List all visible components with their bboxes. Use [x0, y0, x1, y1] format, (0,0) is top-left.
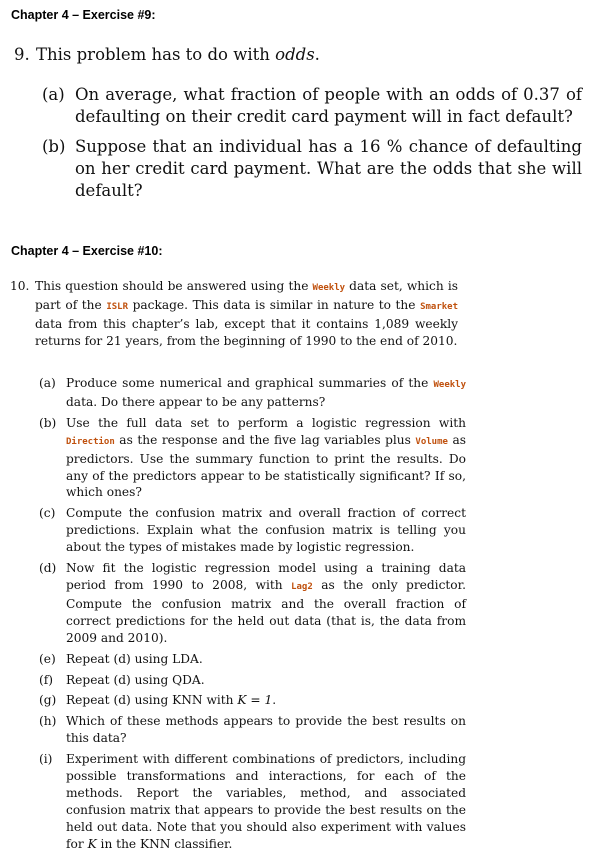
- text-run: Repeat (d) using KNN with: [66, 693, 238, 708]
- part-text: [66, 560, 466, 647]
- text-run: as predictors. Use the summary function to print the results. Do any of the predictors appear to be statistically significant? If so, which ones?: [66, 432, 466, 500]
- part-b: [42, 136, 582, 202]
- part-f: [39, 672, 466, 689]
- intro-text: package. This data is similar in nature to the: [128, 297, 421, 312]
- part-label: (e): [39, 651, 56, 666]
- problem-number: 10.: [10, 279, 30, 293]
- part-list: [39, 375, 466, 857]
- code-lag2: Lag2: [291, 581, 313, 592]
- part-label: (i): [39, 752, 53, 767]
- part-text: Which of these methods appears to provide the best results on this data?: [66, 714, 466, 746]
- part-label: (a): [42, 85, 65, 104]
- text-run: .: [272, 693, 277, 708]
- part-text: [66, 692, 466, 709]
- part-a: [39, 375, 466, 411]
- exercise-10-problem: [10, 278, 467, 851]
- text-run: Now fit the logistic regression model using a training data period from 1990 to 2008, with: [66, 561, 466, 592]
- part-text: [66, 375, 466, 411]
- part-c: [39, 505, 466, 556]
- part-text: Repeat (d) using LDA.: [66, 651, 203, 666]
- part-label: (b): [39, 415, 57, 430]
- emphasis-odds: odds: [275, 45, 315, 64]
- text-run: Use the full data set to perform a logistic regression with: [66, 415, 466, 430]
- exercise-10-heading: Chapter 4 – Exercise #10:: [11, 244, 163, 258]
- part-b: [39, 415, 466, 502]
- part-text: Compute the confusion matrix and overall fraction of correct predictions. Explain what the confusion matrix is telling you about the types of mistakes made by logistic regression.: [66, 506, 466, 555]
- math-k-equals-1: K = 1: [237, 693, 273, 708]
- text-run: as the only predictor. Compute the confusion matrix and the overall fraction of correct predictions for the held out data (that is, the data from 2009 and 2010).: [66, 577, 467, 645]
- text-run: Produce some numerical and graphical summaries of the: [66, 376, 434, 390]
- part-label: (h): [39, 714, 57, 729]
- part-label: (a): [39, 376, 56, 390]
- part-label: (b): [42, 137, 66, 156]
- part-e: [39, 651, 466, 668]
- intro-text: data from this chapter’s lab, except that it contains 1,089 weekly returns for 21 years, from the beginning of 1990 to the end of 2010.: [35, 316, 458, 348]
- part-text: [66, 751, 466, 852]
- intro-text: This problem has to do with: [36, 45, 276, 64]
- part-text: Repeat (d) using QDA.: [66, 672, 205, 687]
- problem-intro: [36, 44, 320, 66]
- part-i: [39, 751, 466, 852]
- part-g: [39, 692, 466, 709]
- code-volume: Volume: [415, 436, 448, 447]
- exercise-9-heading: Chapter 4 – Exercise #9:: [11, 8, 156, 22]
- text-run: Experiment with different combinations of predictors, including possible transformations and interactions, for each of the methods. Report the variables, method, and associated confusion matrix that appears to provide the best results on the held out data. Note that you should also experiment with values for: [66, 752, 466, 851]
- text-run: data. Do there appear to be any patterns?: [66, 394, 326, 409]
- part-label: (c): [39, 506, 56, 521]
- part-label: (g): [39, 693, 57, 708]
- intro-text: data set, which is part of the: [35, 279, 458, 312]
- part-label: (f): [39, 672, 54, 687]
- part-text: On average, what fraction of people with an odds of 0.37 of defaulting on their credit card payment will in fact default?: [75, 85, 582, 126]
- part-label: (d): [39, 561, 57, 576]
- code-direction: Direction: [66, 436, 115, 447]
- code-weekly: Weekly: [433, 380, 466, 390]
- part-text: Suppose that an individual has a 16 % chance of defaulting on her credit card payment. What are the odds that she will default?: [75, 137, 582, 200]
- code-smarket: Smarket: [420, 301, 458, 312]
- math-k: K: [87, 836, 97, 851]
- part-text: [66, 415, 466, 502]
- intro-punct: .: [314, 45, 320, 64]
- part-a: [42, 84, 582, 128]
- code-islr: ISLR: [106, 301, 128, 312]
- code-weekly: Weekly: [312, 283, 346, 293]
- part-h: [39, 713, 466, 747]
- text-run: in the KNN classifier.: [96, 836, 233, 851]
- text-run: as the response and the five lag variables plus: [114, 432, 416, 447]
- problem-number: 9.: [14, 45, 30, 64]
- intro-text: This question should be answered using the: [35, 279, 313, 293]
- problem-intro: [35, 278, 458, 350]
- part-d: [39, 560, 466, 647]
